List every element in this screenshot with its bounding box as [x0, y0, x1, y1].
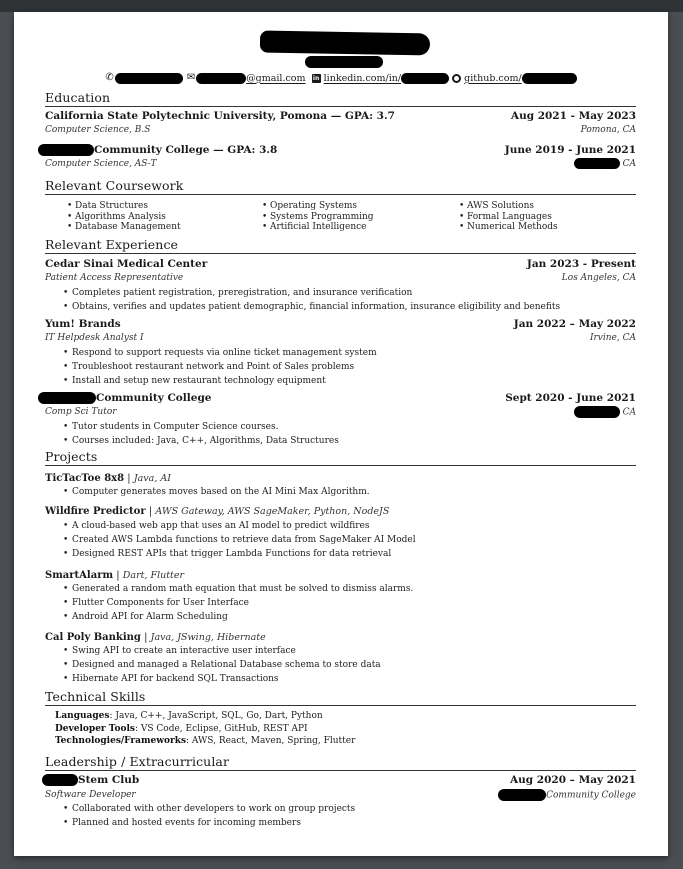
coursework-column-1	[67, 201, 181, 233]
separator: |	[145, 506, 156, 517]
bullet-item: • Android API for Alarm Scheduling	[63, 610, 413, 624]
project-tech: Java, AI	[133, 473, 171, 484]
leadership-entry-1-sub	[45, 789, 636, 802]
school-dates: Aug 2021 - May 2023	[510, 110, 636, 122]
degree: Computer Science, B.S	[45, 125, 151, 135]
bullet-item: • Completes patient registration, preregistration, and insurance verification	[63, 286, 560, 300]
redacted-email	[196, 73, 246, 84]
course-item: • Algorithms Analysis	[67, 212, 181, 223]
education-entry-1-sub	[45, 124, 636, 136]
degree: Computer Science, AS-T	[45, 159, 157, 169]
experience-entry-3	[45, 392, 636, 405]
project-name: SmartAlarm	[45, 570, 114, 581]
project-name: TicTacToe 8x8	[45, 473, 125, 484]
separator: |	[124, 473, 134, 484]
experience-3-bullets	[63, 420, 339, 448]
section-leadership: Leadership / Extracurricular	[45, 754, 636, 771]
org-name: Yum! Brands	[45, 318, 121, 330]
coursework-column-3	[459, 201, 558, 233]
course-item: • Data Structures	[67, 201, 181, 212]
project-title-2	[45, 505, 389, 518]
experience-entry-1	[45, 258, 636, 271]
bullet-item: • Planned and hosted events for incoming members	[63, 816, 355, 830]
skills-row-languages: Languages: Java, C++, JavaScript, SQL, Go, Dart, Python	[55, 711, 323, 721]
email-link[interactable]: @gmail.com	[196, 73, 305, 84]
skills-row-frameworks: Technologies/Frameworks: AWS, React, Maven, Spring, Flutter	[55, 736, 356, 746]
project-3-bullets	[63, 582, 413, 624]
experience-entry-2-sub	[45, 332, 636, 344]
experience-entry-1-sub	[45, 272, 636, 284]
project-2-bullets	[63, 519, 416, 561]
project-tech: Java, JSwing, Hibernate	[150, 632, 266, 643]
redacted-name-line2	[305, 56, 383, 68]
separator: |	[113, 570, 123, 581]
project-title-3	[45, 569, 184, 582]
bullet-item: • Designed REST APIs that trigger Lambda Functions for data retrieval	[63, 547, 416, 561]
github-link[interactable]: github.com/	[464, 73, 577, 84]
course-item: • Operating Systems	[262, 201, 374, 212]
leadership-1-bullets	[63, 802, 355, 830]
bullet-item: • Computer generates moves based on the AI Mini Max Algorithm.	[63, 485, 370, 499]
section-coursework: Relevant Coursework	[45, 178, 636, 195]
school-location: Pomona, CA	[580, 125, 636, 135]
leadership-role: Software Developer	[45, 790, 136, 800]
course-item: • Numerical Methods	[459, 222, 558, 233]
job-role: Patient Access Representative	[45, 273, 184, 283]
experience-entry-3-sub	[45, 406, 636, 419]
section-skills: Technical Skills	[45, 689, 636, 706]
bullet-item: • Respond to support requests via online ticket management system	[63, 346, 377, 360]
bullet-item: • Troubleshoot restaurant network and Point of Sales problems	[63, 360, 377, 374]
project-name: Wildfire Predictor	[45, 506, 146, 517]
bullet-item: • A cloud-based web app that uses an AI model to predict wildfires	[63, 519, 416, 533]
course-item: • Artificial Intelligence	[262, 222, 374, 233]
redacted-club	[42, 774, 78, 786]
education-entry-2	[45, 144, 636, 157]
school-location: CA	[622, 159, 636, 169]
course-item: • Formal Languages	[459, 212, 558, 223]
job-dates: Jan 2023 - Present	[526, 258, 636, 270]
bullet-item: • Flutter Components for User Interface	[63, 596, 413, 610]
linkedin-link[interactable]: linkedin.com/in/	[324, 73, 449, 84]
skills-list	[55, 710, 355, 748]
envelope-icon: ✉	[186, 72, 196, 83]
github-icon	[452, 74, 461, 83]
section-experience: Relevant Experience	[45, 237, 636, 254]
section-education: Education	[45, 90, 636, 107]
redacted-linkedin	[401, 73, 449, 84]
bullet-item: • Collaborated with other developers to work on group projects	[63, 802, 355, 816]
org-name: Community College	[96, 392, 212, 404]
redacted-college	[38, 392, 96, 404]
redacted-phone	[115, 73, 183, 84]
education-entry-1	[45, 110, 636, 123]
redacted-name	[260, 31, 430, 56]
school-dates: June 2019 - June 2021	[504, 144, 636, 156]
project-1-bullets	[63, 485, 370, 499]
leadership-location: Community College	[546, 790, 636, 801]
education-entry-2-sub	[45, 158, 636, 170]
bullet-item: • Obtains, verifies and updates patient demographic, financial information, insurance eligibility and benefits	[63, 300, 560, 314]
job-role: IT Helpdesk Analyst I	[45, 333, 144, 343]
bullet-item: • Generated a random math equation that must be solved to dismiss alarms.	[63, 582, 413, 596]
project-title-1	[45, 472, 171, 485]
job-dates: Jan 2022 – May 2022	[513, 318, 636, 330]
redacted-city	[574, 158, 620, 169]
redacted-school	[38, 144, 94, 156]
org-name: Stem Club	[78, 774, 140, 786]
project-name: Cal Poly Banking	[45, 632, 141, 643]
redacted-city	[574, 406, 620, 418]
redacted-college	[498, 789, 546, 801]
coursework-column-2	[262, 201, 374, 233]
separator: |	[140, 632, 151, 643]
course-item: • Database Management	[67, 222, 181, 233]
job-location: Irvine, CA	[589, 333, 636, 343]
school-name: Community College — GPA: 3.8	[94, 144, 278, 156]
job-role: Comp Sci Tutor	[45, 407, 117, 417]
project-tech: AWS Gateway, AWS SageMaker, Python, NodeJS	[155, 506, 390, 517]
experience-1-bullets	[63, 286, 560, 314]
leadership-entry-1	[45, 774, 636, 787]
phone-icon: ✆	[105, 72, 114, 83]
bullet-item: • Install and setup new restaurant technology equipment	[63, 374, 377, 388]
project-4-bullets	[63, 644, 381, 686]
section-projects: Projects	[45, 449, 636, 466]
job-dates: Sept 2020 - June 2021	[505, 392, 636, 404]
project-title-4	[45, 631, 266, 644]
bullet-item: • Courses included: Java, C++, Algorithms, Data Structures	[63, 434, 339, 448]
course-item: • Systems Programming	[262, 212, 374, 223]
school-name: California State Polytechnic University, Pomona — GPA: 3.7	[45, 110, 395, 122]
bullet-item: • Designed and managed a Relational Database schema to store data	[63, 658, 381, 672]
project-tech: Dart, Flutter	[122, 570, 185, 581]
leadership-dates: Aug 2020 – May 2021	[510, 774, 636, 786]
experience-2-bullets	[63, 346, 377, 388]
course-item: • AWS Solutions	[459, 201, 558, 212]
org-name: Cedar Sinai Medical Center	[45, 258, 208, 270]
resume-page	[14, 12, 668, 856]
linkedin-icon: in	[312, 74, 320, 82]
bullet-item: • Tutor students in Computer Science courses.	[63, 420, 339, 434]
contact-line	[45, 71, 636, 86]
skills-row-dev-tools: Developer Tools: VS Code, Eclipse, GitHub, REST API	[55, 723, 308, 734]
viewer-toolbar	[0, 0, 683, 12]
job-location: Los Angeles, CA	[561, 273, 636, 283]
bullet-item: • Swing API to create an interactive user interface	[63, 644, 381, 658]
bullet-item: • Created AWS Lambda functions to retrieve data from SageMaker AI Model	[63, 533, 416, 547]
bullet-item: • Hibernate API for backend SQL Transactions	[63, 672, 381, 686]
experience-entry-2	[45, 318, 636, 331]
redacted-github	[522, 73, 577, 84]
job-location: CA	[622, 407, 636, 418]
